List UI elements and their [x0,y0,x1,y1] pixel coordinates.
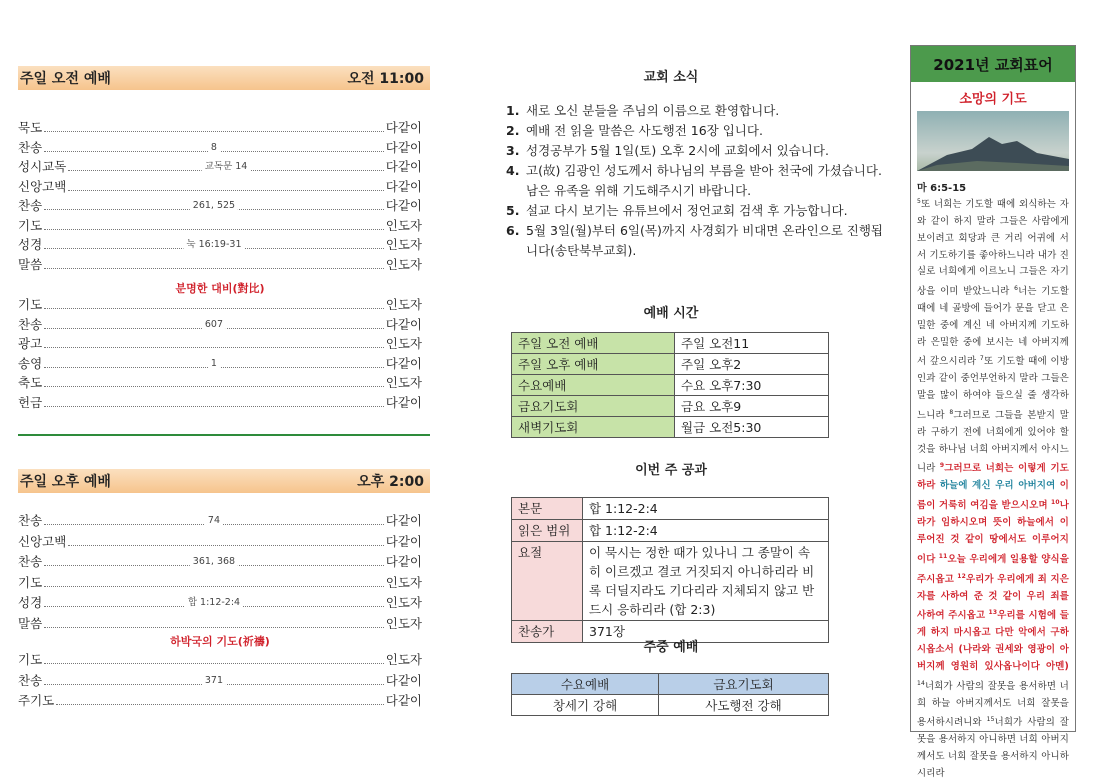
table-row [512,520,829,542]
dotted-leader [44,318,384,330]
order-item-leader: 다같이 [385,533,422,549]
dotted-leader [44,141,384,153]
verse-number: 12 [957,572,966,580]
midweek-value-wed: 창세기 강해 [512,695,659,716]
order-item-name: 찬송 [18,316,43,332]
table-value: 주일 오전11 [675,333,829,354]
order-item-name: 축도 [18,375,43,390]
afternoon-service-time: 오후 2:00 [357,474,424,490]
verse-number: 10 [1050,499,1060,507]
verse-11: 오늘 우리에게 일용할 양식을 주시옵고 [917,553,1069,585]
order-item-leader: 다같이 [385,316,422,332]
verse-15: 너희가 사람의 잘못을 용서하지 아니하면 너희 아버지께서도 너희 잘못을 용서하지 아니하시리라 [917,717,1070,779]
news-title: 교회 소식 [643,70,699,85]
table-row [512,354,829,375]
dotted-leader [44,627,384,628]
news-item-number: 1. [506,103,520,118]
worship-times-table [511,332,829,438]
service-order-row [18,194,422,214]
order-item-name: 찬송 [18,672,43,688]
news-item [506,101,886,121]
table-row [512,333,829,354]
service-order-row [18,648,422,668]
news-item-number: 3. [506,143,520,158]
verse-number: 13 [988,609,998,617]
table-key: 읽은 범위 [512,520,583,542]
table-key: 요절 [512,542,583,621]
table-value: 이 묵시는 정한 때가 있나니 그 종말이 속히 이르겠고 결코 거짓되지 아니하리라 비록 더딜지라도 기다리라 지체되지 않고 반드시 응하리라 (합 2:3) [583,542,829,621]
afternoon-sermon-title: 하박국의 기도(祈禱) [170,635,270,648]
table-value: 월금 오전5:30 [675,417,829,438]
verse-number: 7 [979,355,984,363]
dotted-leader [44,347,384,348]
news-item [506,141,886,161]
news-item-number: 2. [506,123,520,138]
verse-13: 우리를 시험에 들게 하지 마시옵고 다만 악에서 구하시옵소서 (나라와 권세와 영광이 아버지께 영원히 있사옵나이다 아멘) [917,610,1069,672]
verse-9-part-1: 그러므로 너희는 이렇게 기도하라 [917,463,1069,492]
mountain-landscape-image [917,111,1069,171]
news-item-text: 설교 다시 보기는 유튜브에서 정언교회 검색 후 가능합니다. [526,203,848,218]
order-item-name: 기도 [18,297,43,312]
news-list [506,101,886,261]
dotted-leader [44,131,384,132]
church-motto-panel [910,45,1076,779]
dotted-leader [44,663,384,664]
order-item-leader: 인도자 [385,256,422,272]
order-item-leader: 인도자 [385,237,422,252]
service-order-row [18,669,422,689]
order-item-leader: 다같이 [385,198,422,213]
order-item-leader: 다같이 [385,554,422,569]
service-order-row [18,233,422,253]
verse-10: 나라가 임하시오며 뜻이 하늘에서 이루어진 것 같이 땅에서도 이루어지이다 [917,500,1069,565]
service-order-row [18,689,422,709]
order-item-detail: 1 [208,358,220,369]
morning-service-title: 주일 오전 예배 [20,71,111,87]
order-item-name: 성경 [18,237,43,252]
order-item-name: 찬송 [18,554,43,569]
scripture-reference: 마 6:5-15 [917,183,967,194]
order-item-name: 광고 [18,336,43,351]
order-item-name: 기도 [18,652,43,667]
table-value: 371장 [583,621,829,643]
order-item-detail: 눅 16:19-31 [183,236,244,250]
news-item-text: 5월 3일(월)부터 6일(목)까지 사경회가 비대면 온라인으로 진행됩니다(송탄북부교회). [526,223,884,258]
dotted-leader [44,556,384,567]
dotted-leader [56,704,384,705]
service-order-row [18,136,422,156]
news-item [506,161,886,201]
afternoon-service-header [18,469,430,493]
table-key: 수요예배 [512,375,675,396]
dotted-leader [44,597,384,608]
order-item-leader: 다같이 [385,394,422,410]
service-order-row [18,591,422,611]
verse-number: 5 [917,198,922,205]
table-row [512,375,829,396]
service-order-row [18,352,422,372]
table-key: 금요기도회 [512,396,675,417]
table-value: 합 1:12-2:4 [583,498,829,520]
service-order-row [18,571,422,591]
order-item-name: 신앙고백 [18,533,67,549]
order-item-name: 기도 [18,574,43,590]
order-item-detail: 교독문 14 [202,158,251,172]
order-item-detail: 8 [208,142,220,153]
service-order-row [18,509,422,529]
news-item-number: 6. [506,223,520,238]
verse-14: 너희가 사람의 잘못을 용서하면 너희 하늘 아버지께서도 너희 잘못을 용서하시려니와 [917,680,1069,729]
order-item-detail: 361, 368 [190,556,238,567]
verse-9-part-2: 하늘에 계신 우리 아버지여 [939,480,1056,492]
dotted-leader [44,308,384,309]
order-item-name: 찬송 [18,139,43,155]
morning-sermon-title: 분명한 대비(對比) [175,282,265,295]
service-order-row [18,175,422,195]
table-row [512,542,829,621]
news-item [506,201,886,221]
midweek-header-wed: 수요예배 [512,674,659,695]
dotted-leader [44,406,384,407]
service-order-row [18,332,422,352]
lesson-title: 이번 주 공과 [635,463,707,478]
motto-title: 2021년 교회표어 [911,46,1075,82]
service-order-row [18,612,422,632]
order-item-name: 성시교독 [18,159,67,174]
table-key: 본문 [512,498,583,520]
table-value: 수요 오후7:30 [675,375,829,396]
verse-number: 9 [939,462,945,470]
order-item-leader: 인도자 [385,375,422,390]
table-key: 주일 오전 예배 [512,333,675,354]
news-item [506,221,886,261]
table-key: 찬송가 [512,621,583,643]
worship-times-title: 예배 시간 [643,306,699,321]
dotted-leader [44,200,384,211]
midweek-title: 주중 예배 [643,640,699,655]
table-key: 주일 오후 예배 [512,354,675,375]
lesson-table [511,497,829,643]
order-item-leader: 다같이 [385,178,422,194]
order-item-name: 주기도 [18,693,55,708]
news-item [506,121,886,141]
order-item-detail: 371 [202,675,226,686]
service-order-row [18,253,422,273]
dotted-leader [68,545,383,546]
order-item-leader: 다같이 [385,513,422,528]
order-item-leader: 다같이 [385,693,422,708]
verse-number: 15 [986,716,995,724]
dotted-leader [68,190,383,191]
dotted-leader [44,515,384,526]
order-item-name: 성경 [18,595,43,610]
dotted-leader [44,268,384,269]
table-value: 금요 오후9 [675,396,829,417]
section-divider [18,434,430,436]
order-item-leader: 다같이 [385,139,422,155]
verse-9-part-3: 이름이 거룩히 여김을 받으시오며 [917,480,1069,512]
table-value: 합 1:12-2:4 [583,520,829,542]
midweek-value-fri: 사도행전 강해 [659,695,829,716]
service-order-row [18,293,422,313]
order-item-leader: 인도자 [385,336,422,351]
order-item-name: 신앙고백 [18,178,67,194]
order-item-name: 묵도 [18,120,43,135]
news-item-text: 예배 전 읽을 말씀은 사도행전 16장 입니다. [526,123,763,138]
order-item-detail: 607 [202,319,226,330]
table-row [512,498,829,520]
order-item-leader: 인도자 [385,615,422,631]
midweek-header-fri: 금요기도회 [659,674,829,695]
news-item-number: 5. [506,203,520,218]
order-item-leader: 인도자 [385,217,422,233]
verse-6: 너는 기도할 때에 네 골방에 들어가 문을 닫고 은밀한 중에 계신 네 아버지께 기도하라 은밀한 중에 보시는 네 아버지께서 갚으시리라 [917,286,1069,368]
motto-subtitle: 소망의 기도 [959,92,1027,107]
order-item-leader: 다같이 [385,355,422,371]
morning-service-time: 오전 11:00 [347,71,424,87]
verse-12: 우리가 우리에게 죄 지은 자를 사하여 준 것 같이 우리 죄를 사하여 주시옵고 [917,573,1069,622]
verse-number: 6 [1014,285,1019,293]
news-item-number: 4. [506,163,520,178]
order-item-leader: 다같이 [385,120,422,135]
morning-service-header [18,66,430,90]
service-order-row [18,155,422,175]
order-item-leader: 인도자 [385,297,422,312]
verse-5: 또 너희는 기도할 때에 외식하는 자와 같이 하지 말라 그들은 사람에게 보이려고 회당과 큰 거리 어귀에 서서 기도하기를 좋아하느니라 내가 진실로 너희에게 이르노니 그들은 자기 상을 이미 받았느니라 [917,199,1069,298]
order-item-leader: 다같이 [385,159,422,174]
dotted-leader [44,586,384,587]
order-item-name: 말씀 [18,256,43,272]
service-order-row [18,530,422,550]
order-item-detail: 74 [205,515,223,526]
news-item-text: 새로 오신 분들을 주님의 이름으로 환영합니다. [526,103,780,118]
mountain-icon [917,111,1069,171]
order-item-name: 헌금 [18,394,43,410]
dotted-leader [44,357,384,369]
order-item-name: 찬송 [18,513,43,528]
verse-8: 그러므로 그들을 본받지 말라 구하기 전에 너희에게 있어야 할 것을 하나님 너희 아버지께서 아시느니라 [917,410,1069,475]
dotted-leader [44,674,384,686]
news-item-text: 고(故) 김광인 성도께서 하나님의 부름을 받아 천국에 가셨습니다. 남은 유족을 위해 기도해주시기 바랍니다. [526,163,882,198]
order-item-detail: 합 1:12-2:4 [185,594,243,608]
dotted-leader [68,161,383,172]
service-order-row [18,313,422,333]
order-item-leader: 인도자 [385,652,422,667]
order-item-name: 기도 [18,217,43,233]
service-order-row [18,214,422,234]
order-item-name: 말씀 [18,615,43,631]
dotted-leader [44,229,384,230]
news-item-text: 성경공부가 5월 1일(토) 오후 2시에 교회에서 있습니다. [526,143,829,158]
verse-7: 또 기도할 때에 이방인과 같이 중언부언하지 말라 그들은 말을 많이 하여야 들으실 줄 생각하느니라 [917,356,1070,422]
service-order-row [18,550,422,570]
order-item-leader: 다같이 [385,672,422,688]
midweek-table [511,673,829,716]
table-row [512,417,829,438]
service-order-row [18,116,422,136]
scripture-text [911,194,1075,783]
service-order-row [18,391,422,411]
verse-number: 11 [938,552,948,560]
verse-number: 8 [949,408,954,416]
verse-number: 14 [917,679,926,687]
order-item-leader: 인도자 [385,574,422,590]
table-value: 주일 오후2 [675,354,829,375]
order-item-name: 찬송 [18,198,43,213]
table-key: 새벽기도회 [512,417,675,438]
dotted-leader [44,239,384,250]
service-order-row [18,371,422,391]
afternoon-service-title: 주일 오후 예배 [20,474,111,490]
order-item-leader: 인도자 [385,595,422,610]
table-row [512,396,829,417]
order-item-detail: 261, 525 [190,200,238,211]
dotted-leader [44,386,384,387]
order-item-name: 송영 [18,355,43,371]
